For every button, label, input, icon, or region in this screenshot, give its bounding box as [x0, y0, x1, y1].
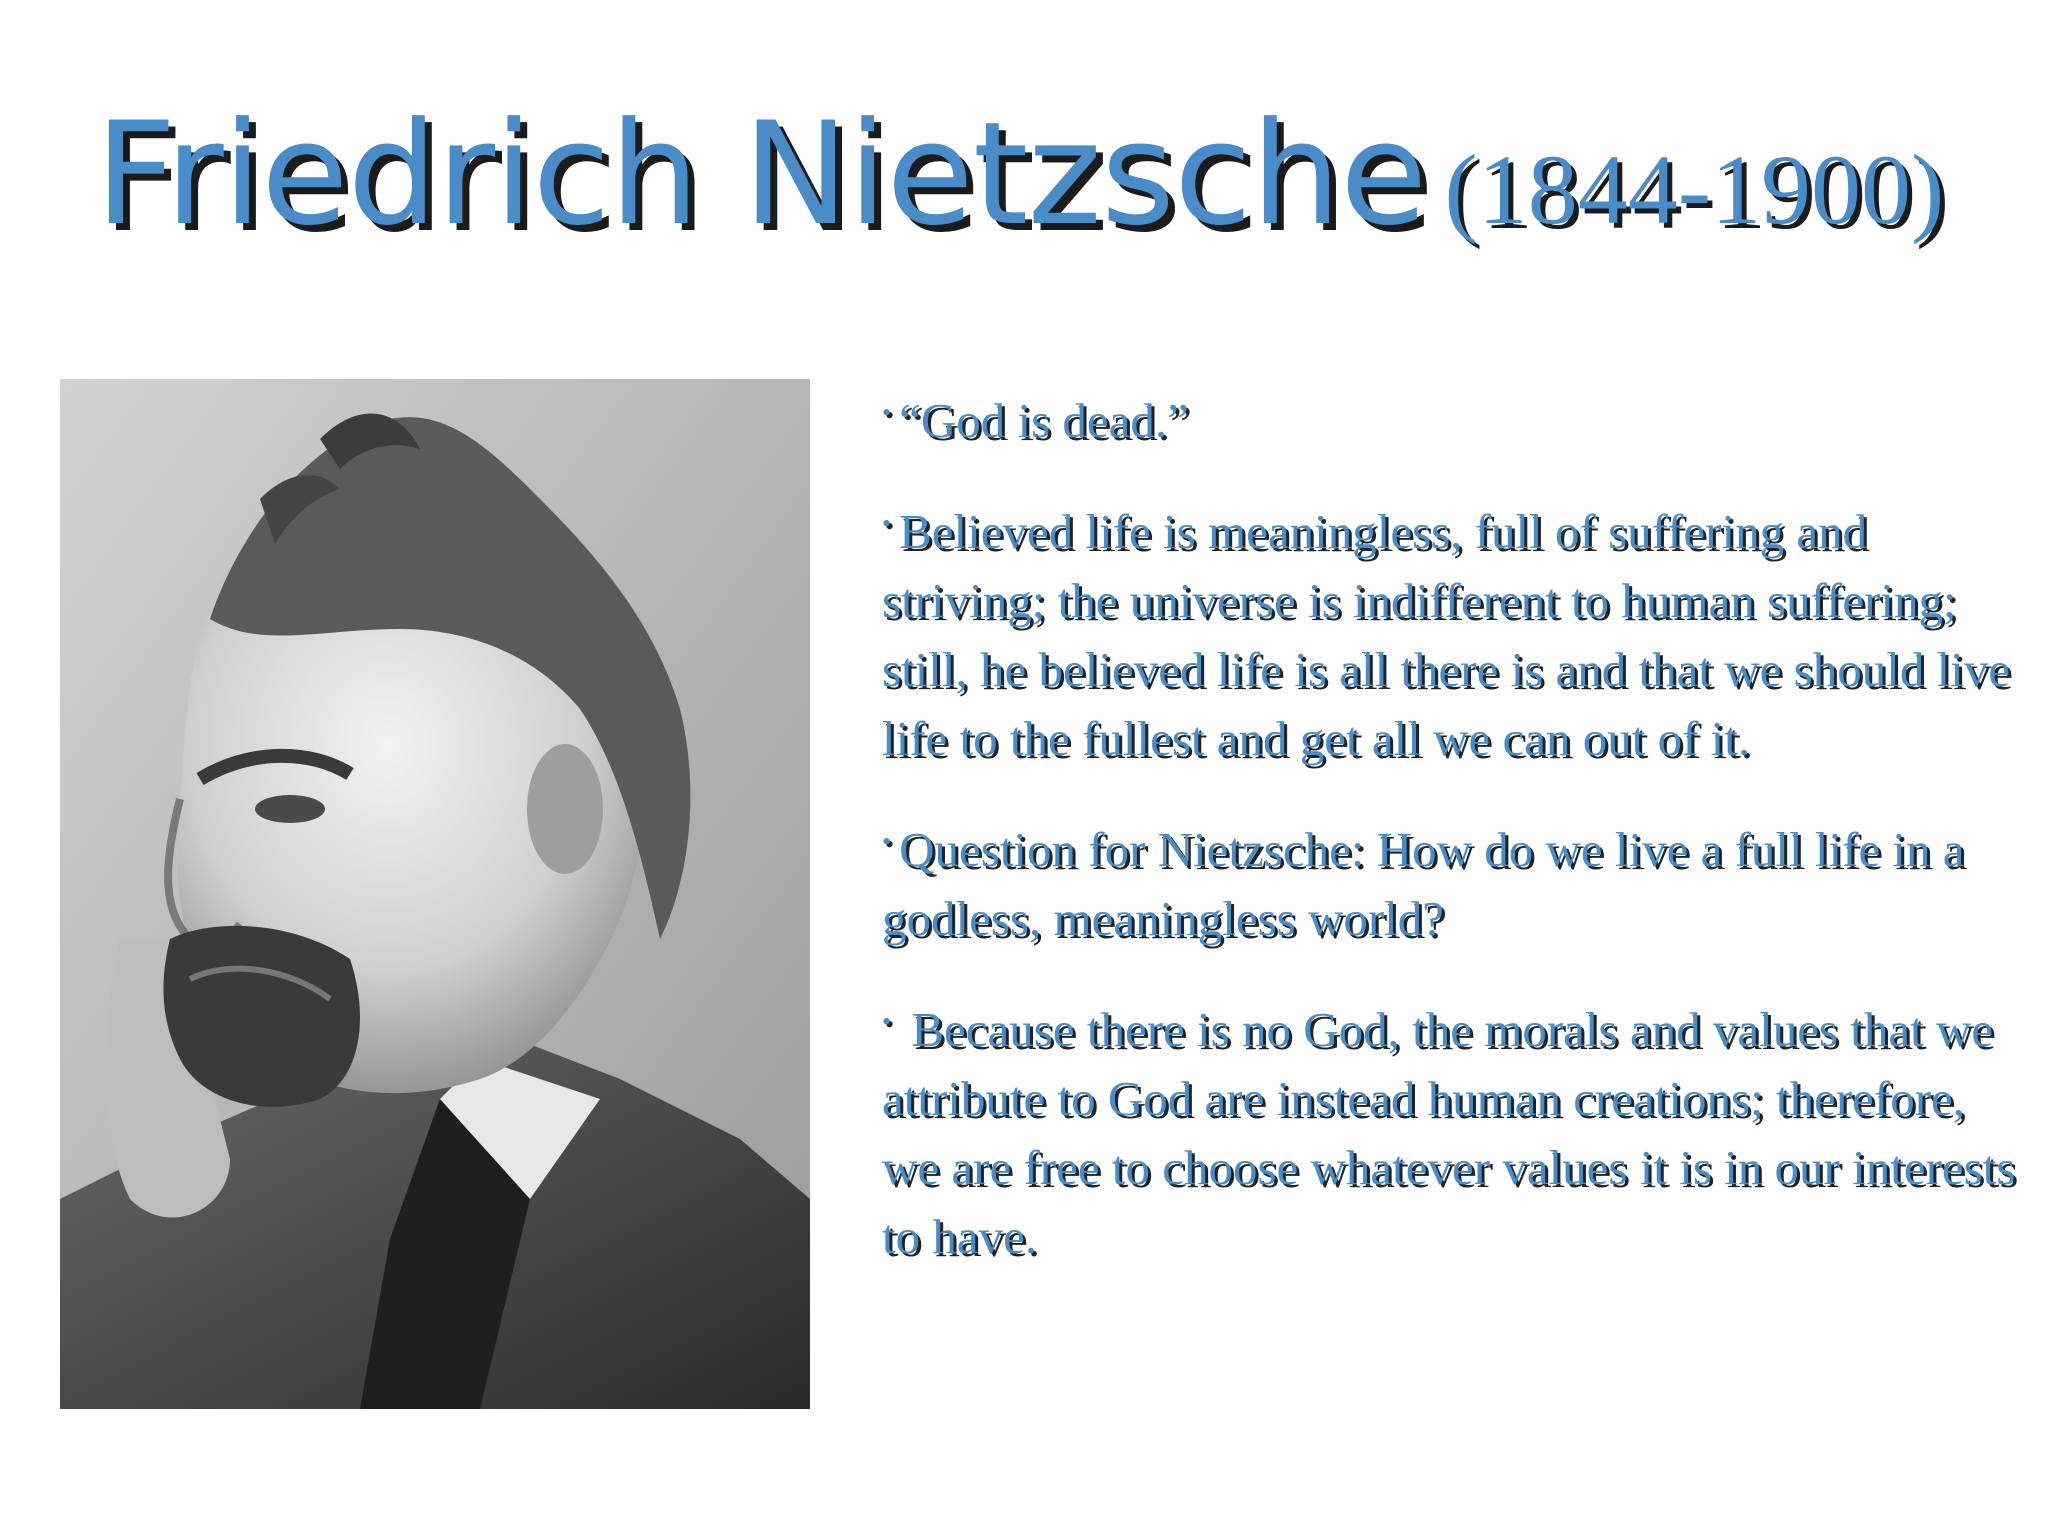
- slide-title: [95, 92, 1995, 257]
- bullet-text: Question for Nietzsche: How do we live a full life in a godless, meaningless world?: [882, 822, 1965, 946]
- portrait-photo: [60, 379, 810, 1409]
- title-name: Friedrich Nietzsche: [95, 92, 1427, 257]
- bullet-text: Believed life is meaningless, full of suffering and striving; the universe is indifferent to human suffering; still, he believed life is all there is and that we should live life to the fullest and get all we can out of it.: [882, 504, 2011, 766]
- bullet-item: [882, 987, 2022, 1271]
- bullet-text: “God is dead.”: [899, 393, 1189, 448]
- bullet-item: [882, 489, 2022, 773]
- bullet-item: [882, 378, 2022, 455]
- bullet-list: [882, 378, 2022, 1305]
- bullet-marker: •: [882, 398, 892, 427]
- bullet-marker: •: [882, 827, 892, 856]
- bullet-item: [882, 807, 2022, 953]
- title-years: (1844-1900): [1444, 134, 1945, 245]
- bullet-marker: •: [882, 509, 892, 538]
- bullet-marker: •: [882, 1007, 892, 1036]
- bullet-text: Because there is no God, the morals and values that we attribute to God are instead human creations; therefore, we are free to choose whatever values it is in our interests to have.: [882, 1002, 2016, 1264]
